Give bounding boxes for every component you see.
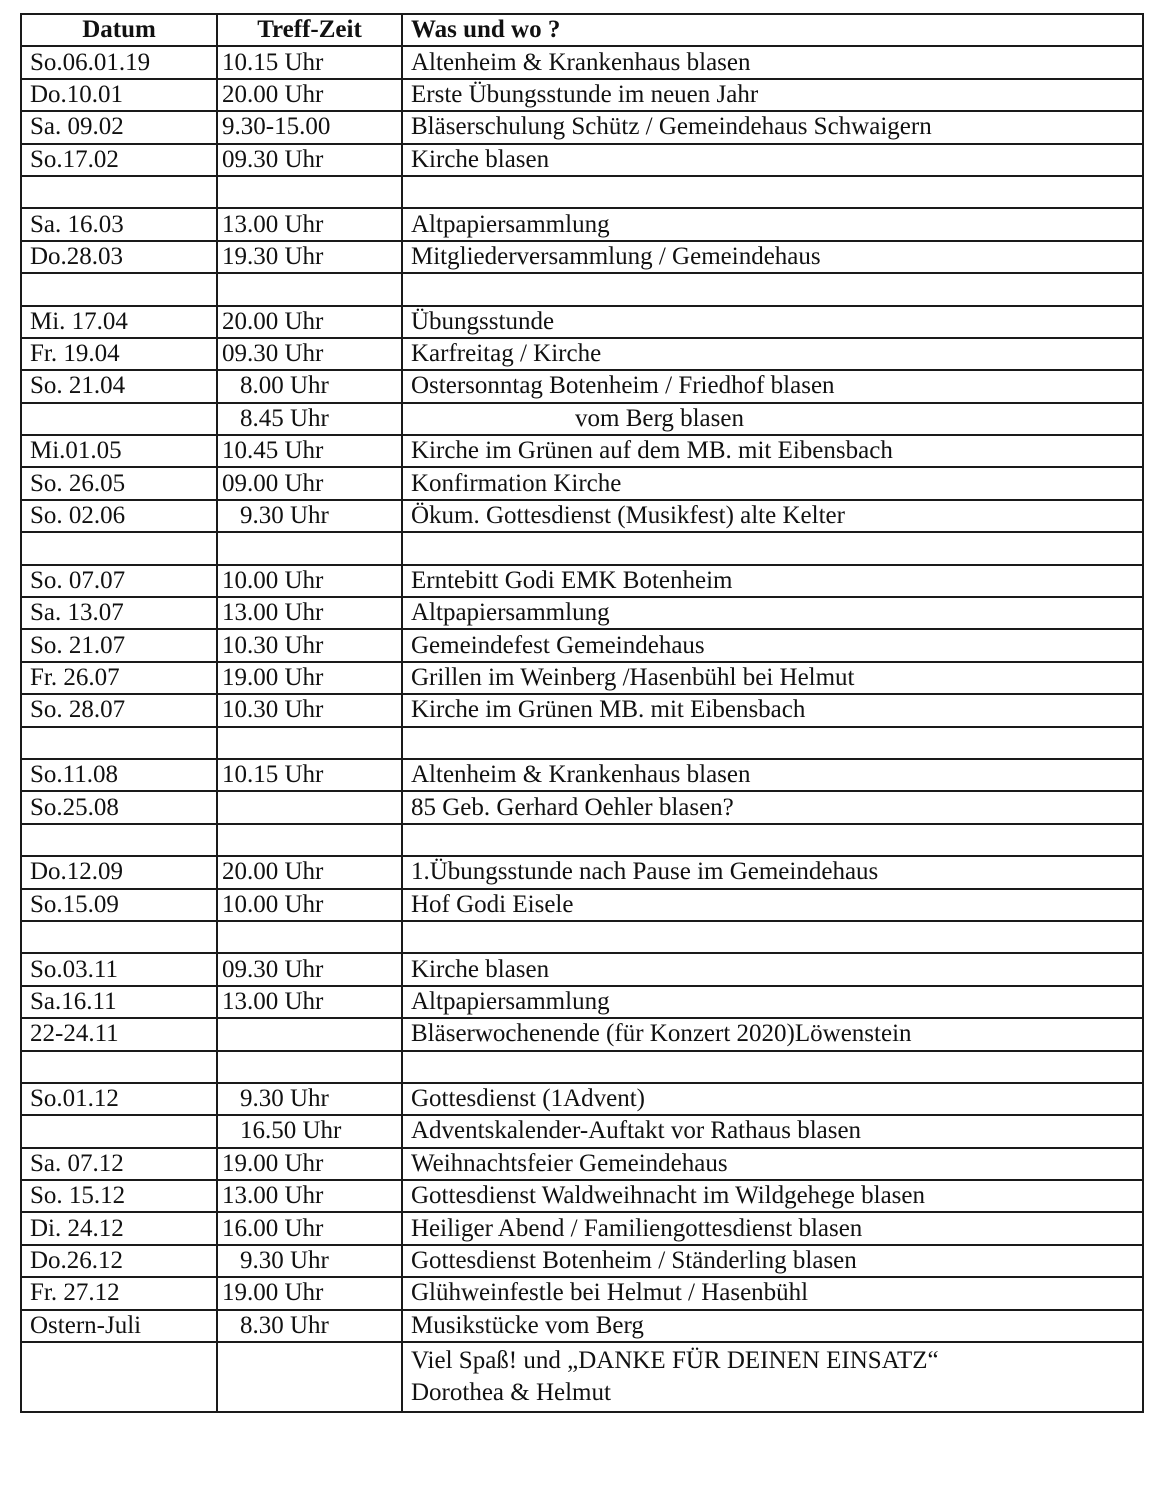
row-time: 13.00 Uhr: [217, 986, 402, 1018]
row-date: Sa. 13.07: [21, 597, 217, 629]
table-row: [21, 824, 1143, 856]
closing-message: [402, 1342, 1143, 1412]
row-time: 10.30 Uhr: [217, 629, 402, 661]
row-time: 8.30 Uhr: [217, 1310, 402, 1342]
row-description: Gottesdienst (1Advent): [402, 1083, 1143, 1115]
row-time: 10.45 Uhr: [217, 435, 402, 467]
row-date: So.06.01.19: [21, 46, 217, 78]
row-time: 13.00 Uhr: [217, 208, 402, 240]
row-date: Ostern-Juli: [21, 1310, 217, 1342]
row-time: 9.30 Uhr: [217, 1245, 402, 1277]
closing-signature: Dorothea & Helmut: [411, 1379, 611, 1407]
row-time: 19.00 Uhr: [217, 1277, 402, 1309]
row-time: [217, 1051, 402, 1083]
row-date: Do.10.01: [21, 79, 217, 111]
table-row: [21, 1115, 1143, 1147]
row-time: 8.00 Uhr: [217, 370, 402, 402]
schedule-header: [21, 14, 1143, 46]
row-time: [217, 824, 402, 856]
row-date: [21, 273, 217, 305]
row-description: Altenheim & Krankenhaus blasen: [402, 759, 1143, 791]
row-time: [217, 176, 402, 208]
table-row: [21, 46, 1143, 78]
row-description: vom Berg blasen: [402, 403, 1143, 435]
row-date: So. 21.04: [21, 370, 217, 402]
row-description: Altpapiersammlung: [402, 597, 1143, 629]
closing-time-cell: [217, 1342, 402, 1412]
row-description: Mitgliederversammlung / Gemeindehaus: [402, 241, 1143, 273]
header-row: [21, 14, 1143, 46]
row-time: 10.15 Uhr: [217, 46, 402, 78]
row-date: So.25.08: [21, 791, 217, 823]
header-time: Treff-Zeit: [217, 14, 402, 46]
table-row: [21, 79, 1143, 111]
row-date: [21, 1115, 217, 1147]
row-time: [217, 921, 402, 953]
row-date: [21, 824, 217, 856]
table-row: [21, 694, 1143, 726]
table-row: [21, 889, 1143, 921]
table-row: [21, 1212, 1143, 1244]
table-row: [21, 856, 1143, 888]
row-time: 09.30 Uhr: [217, 953, 402, 985]
row-time: 13.00 Uhr: [217, 597, 402, 629]
row-description: Heiliger Abend / Familiengottesdienst blasen: [402, 1212, 1143, 1244]
row-description: [402, 727, 1143, 759]
row-description: Bläserwochenende (für Konzert 2020)Löwenstein: [402, 1018, 1143, 1050]
row-time: 9.30 Uhr: [217, 500, 402, 532]
closing-date-cell: [21, 1342, 217, 1412]
table-row: [21, 306, 1143, 338]
row-time: 9.30 Uhr: [217, 1083, 402, 1115]
table-row: [21, 597, 1143, 629]
schedule-body: [21, 46, 1143, 1342]
table-row: [21, 467, 1143, 499]
row-time: 09.00 Uhr: [217, 467, 402, 499]
table-row: [21, 1310, 1143, 1342]
table-row: [21, 273, 1143, 305]
table-row: [21, 144, 1143, 176]
table-row: [21, 338, 1143, 370]
row-description: Musikstücke vom Berg: [402, 1310, 1143, 1342]
row-date: So. 07.07: [21, 565, 217, 597]
table-row: [21, 208, 1143, 240]
row-date: 22-24.11: [21, 1018, 217, 1050]
table-row: [21, 921, 1143, 953]
row-time: 10.30 Uhr: [217, 694, 402, 726]
row-description: Hof Godi Eisele: [402, 889, 1143, 921]
table-row: [21, 241, 1143, 273]
row-date: Fr. 19.04: [21, 338, 217, 370]
row-description: Grillen im Weinberg /Hasenbühl bei Helmut: [402, 662, 1143, 694]
row-date: Sa. 09.02: [21, 111, 217, 143]
row-description: Kirche im Grünen auf dem MB. mit Eibensbach: [402, 435, 1143, 467]
row-time: 09.30 Uhr: [217, 338, 402, 370]
row-date: Do.26.12: [21, 1245, 217, 1277]
row-date: Fr. 27.12: [21, 1277, 217, 1309]
row-description: [402, 1051, 1143, 1083]
row-description: Erste Übungsstunde im neuen Jahr: [402, 79, 1143, 111]
row-time: [217, 532, 402, 564]
table-row: [21, 403, 1143, 435]
row-date: So.11.08: [21, 759, 217, 791]
schedule-footer: [21, 1342, 1143, 1412]
row-date: Sa. 07.12: [21, 1148, 217, 1180]
table-row: [21, 500, 1143, 532]
row-description: Konfirmation Kirche: [402, 467, 1143, 499]
row-date: [21, 403, 217, 435]
table-row: [21, 1245, 1143, 1277]
row-time: [217, 727, 402, 759]
row-time: 19.00 Uhr: [217, 662, 402, 694]
row-date: So. 28.07: [21, 694, 217, 726]
table-row: [21, 532, 1143, 564]
table-row: [21, 759, 1143, 791]
row-description: [402, 921, 1143, 953]
row-description: [402, 176, 1143, 208]
row-time: 20.00 Uhr: [217, 856, 402, 888]
table-row: [21, 1180, 1143, 1212]
row-date: So.01.12: [21, 1083, 217, 1115]
row-date: So.15.09: [21, 889, 217, 921]
row-description: Altpapiersammlung: [402, 208, 1143, 240]
row-description: Glühweinfestle bei Helmut / Hasenbühl: [402, 1277, 1143, 1309]
row-date: So. 15.12: [21, 1180, 217, 1212]
row-date: [21, 727, 217, 759]
header-date: Datum: [21, 14, 217, 46]
row-time: 13.00 Uhr: [217, 1180, 402, 1212]
row-description: Kirche im Grünen MB. mit Eibensbach: [402, 694, 1143, 726]
table-row: [21, 727, 1143, 759]
closing-row: [21, 1342, 1143, 1412]
row-description: Gemeindefest Gemeindehaus: [402, 629, 1143, 661]
row-time: 09.30 Uhr: [217, 144, 402, 176]
row-description: Karfreitag / Kirche: [402, 338, 1143, 370]
row-time: [217, 273, 402, 305]
row-date: [21, 176, 217, 208]
table-row: [21, 1277, 1143, 1309]
row-description: Ostersonntag Botenheim / Friedhof blasen: [402, 370, 1143, 402]
row-description: Gottesdienst Waldweihnacht im Wildgehege blasen: [402, 1180, 1143, 1212]
row-date: So.17.02: [21, 144, 217, 176]
table-row: [21, 1083, 1143, 1115]
table-row: [21, 953, 1143, 985]
closing-thanks: Viel Spaß! und „DANKE FÜR DEINEN EINSATZ“: [411, 1347, 939, 1375]
row-description: Erntebitt Godi EMK Botenheim: [402, 565, 1143, 597]
row-date: Fr. 26.07: [21, 662, 217, 694]
row-description: Gottesdienst Botenheim / Ständerling blasen: [402, 1245, 1143, 1277]
row-time: 10.15 Uhr: [217, 759, 402, 791]
row-time: 9.30-15.00: [217, 111, 402, 143]
table-row: [21, 1148, 1143, 1180]
table-row: [21, 791, 1143, 823]
row-date: [21, 532, 217, 564]
schedule-table: [20, 13, 1144, 1413]
row-description: [402, 273, 1143, 305]
row-description: Altenheim & Krankenhaus blasen: [402, 46, 1143, 78]
row-description: Altpapiersammlung: [402, 986, 1143, 1018]
row-date: Do.28.03: [21, 241, 217, 273]
header-what: Was und wo ?: [402, 14, 1143, 46]
table-row: [21, 111, 1143, 143]
table-row: [21, 1018, 1143, 1050]
row-time: 19.00 Uhr: [217, 1148, 402, 1180]
row-time: [217, 1018, 402, 1050]
row-time: 16.00 Uhr: [217, 1212, 402, 1244]
row-time: 10.00 Uhr: [217, 565, 402, 597]
row-date: So. 21.07: [21, 629, 217, 661]
row-date: Mi. 17.04: [21, 306, 217, 338]
table-row: [21, 565, 1143, 597]
table-row: [21, 435, 1143, 467]
row-date: Sa. 16.03: [21, 208, 217, 240]
row-description: Kirche blasen: [402, 144, 1143, 176]
row-date: So. 26.05: [21, 467, 217, 499]
row-description: [402, 824, 1143, 856]
row-description: Bläserschulung Schütz / Gemeindehaus Schwaigern: [402, 111, 1143, 143]
row-description: [402, 532, 1143, 564]
row-date: Sa.16.11: [21, 986, 217, 1018]
row-time: 8.45 Uhr: [217, 403, 402, 435]
row-date: Do.12.09: [21, 856, 217, 888]
row-date: Mi.01.05: [21, 435, 217, 467]
row-description: 1.Übungsstunde nach Pause im Gemeindehaus: [402, 856, 1143, 888]
row-time: 20.00 Uhr: [217, 306, 402, 338]
row-description: 85 Geb. Gerhard Oehler blasen?: [402, 791, 1143, 823]
row-date: So.03.11: [21, 953, 217, 985]
row-time: 20.00 Uhr: [217, 79, 402, 111]
row-time: 19.30 Uhr: [217, 241, 402, 273]
row-description: Übungsstunde: [402, 306, 1143, 338]
row-description: Kirche blasen: [402, 953, 1143, 985]
table-row: [21, 662, 1143, 694]
table-row: [21, 370, 1143, 402]
row-time: 16.50 Uhr: [217, 1115, 402, 1147]
row-description: Adventskalender-Auftakt vor Rathaus blasen: [402, 1115, 1143, 1147]
table-row: [21, 986, 1143, 1018]
row-description: Ökum. Gottesdienst (Musikfest) alte Kelter: [402, 500, 1143, 532]
row-time: [217, 791, 402, 823]
table-row: [21, 1051, 1143, 1083]
table-row: [21, 176, 1143, 208]
row-date: [21, 1051, 217, 1083]
row-date: [21, 921, 217, 953]
row-time: 10.00 Uhr: [217, 889, 402, 921]
row-date: Di. 24.12: [21, 1212, 217, 1244]
row-description: Weihnachtsfeier Gemeindehaus: [402, 1148, 1143, 1180]
table-row: [21, 629, 1143, 661]
row-date: So. 02.06: [21, 500, 217, 532]
